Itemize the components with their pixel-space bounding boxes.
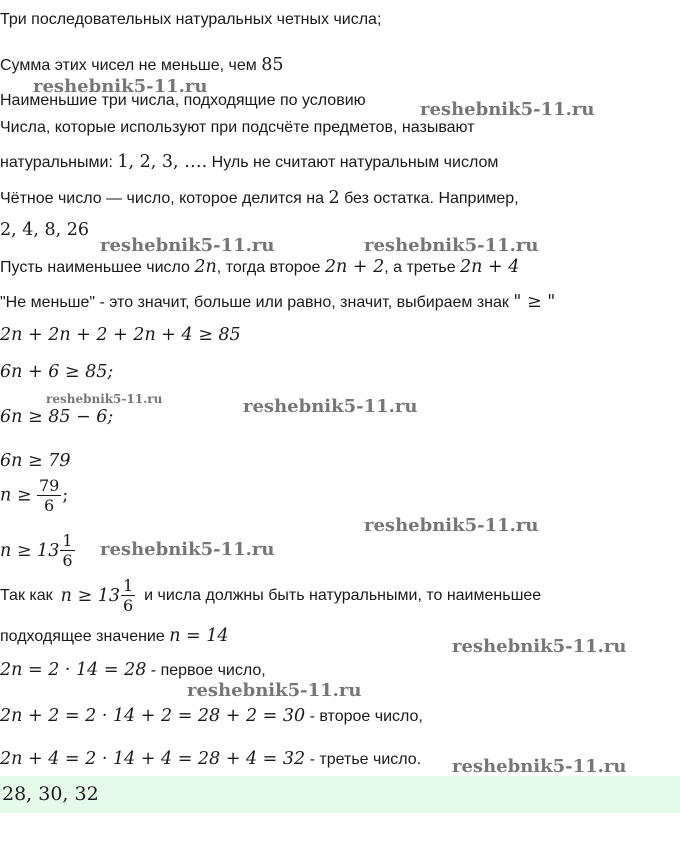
math-2n: 2n: [194, 257, 217, 277]
watermark: reshebnik5-11.ru: [452, 636, 627, 657]
watermark: reshebnik5-11.ru: [187, 680, 362, 701]
equation-4: 6n ≥ 79: [0, 451, 71, 471]
value-line: [0, 625, 229, 648]
condition-text: Сумма этих чисел не меньше, чем: [0, 57, 257, 74]
watermark: reshebnik5-11.ru: [100, 539, 275, 560]
watermark: reshebnik5-11.ru: [364, 235, 539, 256]
eq5-lhs: n ≥: [0, 485, 32, 506]
fraction-denominator: 6: [62, 551, 73, 570]
third-number-line: [0, 748, 421, 771]
fraction-79-6: [37, 476, 61, 515]
equation-6: [0, 531, 76, 570]
definition-text: натуральными:: [0, 154, 113, 171]
let-text-a: Пусть наименьшее число: [0, 259, 190, 276]
fraction-numerator: 1: [122, 576, 134, 595]
even-examples: 2, 4, 8, 26: [0, 220, 90, 240]
watermark: reshebnik5-11.ru: [452, 756, 627, 777]
equation-1: 2n + 2n + 2 + 2n + 4 ≥ 85: [0, 325, 241, 345]
watermark: reshebnik5-11.ru: [33, 76, 208, 97]
watermark: reshebnik5-11.ru: [100, 235, 275, 256]
math-n-equals-14: n = 14: [169, 626, 229, 646]
since-text-a: Так как: [0, 586, 53, 604]
fraction-numerator: 79: [38, 476, 60, 495]
fraction-1-6: [121, 576, 135, 615]
math-first-number: 2n = 2 · 14 = 28: [0, 660, 147, 680]
eq6-lhs: n ≥ 13: [0, 540, 60, 561]
eq5-semicolon: ;: [62, 485, 69, 506]
math-2: 2: [328, 188, 340, 208]
first-number-line: [0, 659, 266, 682]
third-number-text: - третье число.: [309, 751, 422, 768]
since-text-b: и числа должны быть натуральными, то наименьшее: [144, 586, 542, 604]
condition-line-2: [0, 54, 284, 77]
definition-line-1: Числа, которые используют при подсчёте предметов, называют: [0, 119, 475, 136]
second-number-text: - второе число,: [309, 708, 423, 725]
watermark: reshebnik5-11.ru: [420, 99, 595, 120]
condition-line-1: Три последовательных натуральных четных числа;: [0, 11, 382, 28]
let-text-b: , тогда второе: [216, 259, 321, 276]
question-line: Наименьшие три числа, подходящие по условию: [0, 92, 366, 109]
answer-box: [0, 776, 680, 813]
definition-line-2: [0, 151, 498, 174]
second-number-line: [0, 705, 423, 728]
watermark: reshebnik5-11.ru: [243, 396, 418, 417]
math-85: 85: [261, 55, 284, 75]
watermark: reshebnik5-11.ru: [364, 515, 539, 536]
answer-value: 28, 30, 32: [2, 783, 99, 805]
watermark: reshebnik5-11.ru: [46, 392, 163, 406]
definition-tail: Нуль не считают натуральным числом: [211, 154, 499, 171]
not-less-line: [0, 291, 555, 314]
value-text: подходящее значение: [0, 628, 165, 645]
fraction-numerator: 1: [62, 531, 73, 550]
equation-3: 6n ≥ 85 − 6;: [0, 407, 114, 427]
since-line: [0, 576, 541, 615]
since-math: n ≥ 13: [60, 585, 120, 606]
math-third-number: 2n + 4 = 2 · 14 + 4 = 28 + 4 = 32: [0, 749, 306, 769]
let-text-c: , а третье: [384, 259, 456, 276]
math-natural-examples: 1, 2, 3, ….: [117, 152, 208, 172]
math-2n-plus-2: 2n + 2: [324, 257, 385, 277]
equation-2: 6n + 6 ≥ 85;: [0, 362, 114, 382]
even-text-b: без остатка. Например,: [344, 190, 519, 207]
equation-5: [0, 476, 68, 515]
first-number-text: - первое число,: [150, 662, 266, 679]
even-text-a: Чётное число — число, которое делится на: [0, 190, 325, 207]
fraction-denominator: 6: [122, 596, 134, 615]
fraction-1-6: [60, 531, 74, 570]
math-geq-sign: " ≥ ": [513, 292, 556, 312]
let-line: [0, 256, 519, 279]
not-less-text: "Не меньше" - это значит, больше или равно, значит, выбираем знак: [0, 294, 509, 311]
math-second-number: 2n + 2 = 2 · 14 + 2 = 28 + 2 = 30: [0, 706, 306, 726]
fraction-denominator: 6: [44, 496, 55, 515]
math-2n-plus-4: 2n + 4: [460, 257, 520, 277]
even-definition-line: [0, 187, 519, 210]
